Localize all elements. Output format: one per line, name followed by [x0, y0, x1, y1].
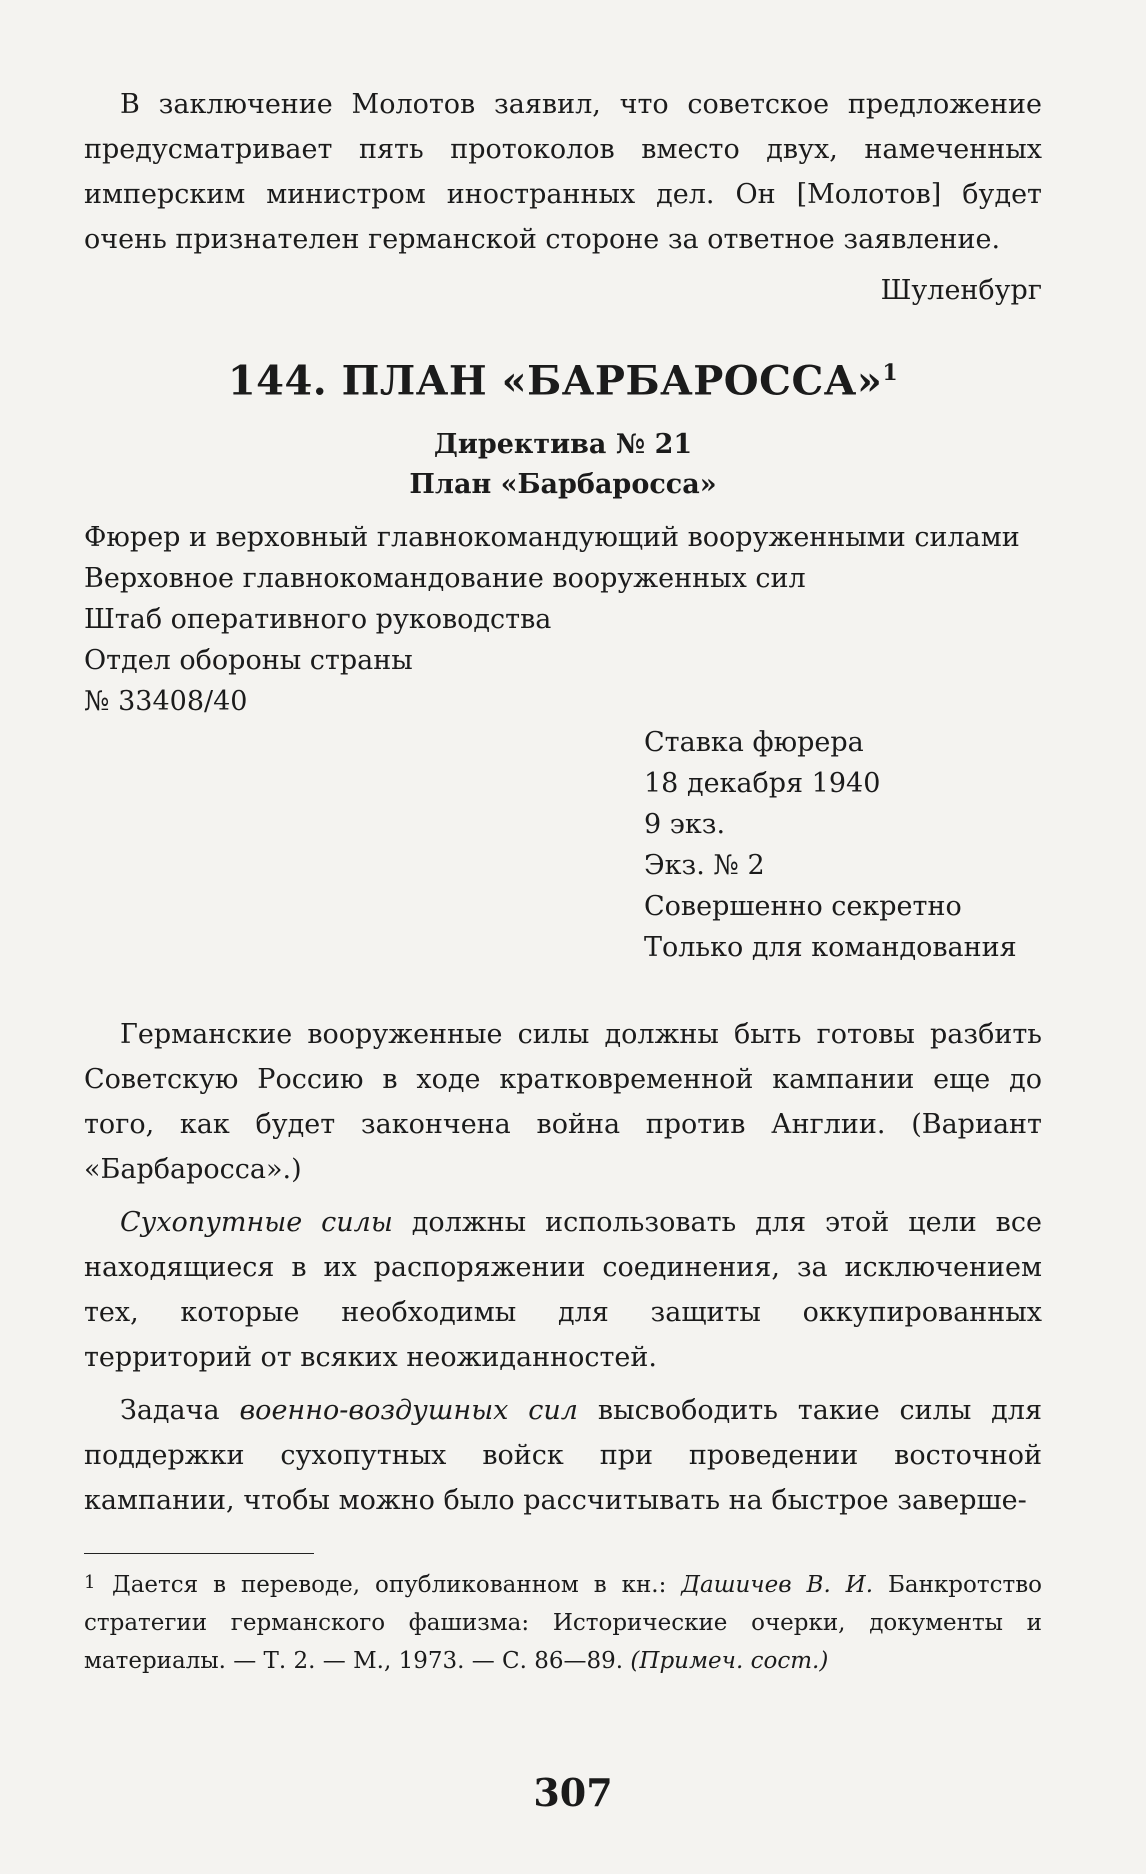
- body-paragraph-3: [84, 1388, 1042, 1523]
- header-line: Верховное главнокомандование вооруженных сил: [84, 563, 806, 595]
- body-paragraph-1: Германские вооруженные силы должны быть готовы разбить Советскую Россию в ходе кратковременной кампании еще до того, как будет закончена война против Англии. (Вариант «Барбаросса».): [84, 1019, 1042, 1186]
- paragraph-text: должны использовать для этой цели все находящиеся в их распоряжении соединения, за исключением тех, которые необходимы для защиты оккупированных территорий от всяких неожиданностей.: [84, 1207, 1042, 1374]
- header-line: Фюрер и верховный главнокомандующий вооруженными силами: [84, 522, 1020, 554]
- footnote-text: Банкротство стратегии германского фашизма: Исторические очерки, документы и материалы. — Т. 2. — М., 1973. — С. 86—89.: [84, 1572, 1042, 1675]
- paragraph-text: Задача: [120, 1395, 240, 1427]
- directive-body: [84, 1012, 1042, 1523]
- footnote-ref: 1: [882, 360, 899, 386]
- footnote: [84, 1564, 1042, 1680]
- section-title-text: 144. ПЛАН «БАРБАРОССА»: [227, 357, 883, 405]
- intro-paragraph: В заключение Молотов заявил, что советское предложение предусматривает пять протоколов вместо двух, намеченных имперским министром иностранных дел. Он [Молотов] будет очень признателен германской стороне за ответное заявление.: [84, 89, 1042, 255]
- body-paragraph-2: [84, 1200, 1042, 1380]
- header-line: № 33408/40: [84, 686, 248, 718]
- document-stamp: [644, 722, 1042, 968]
- footnote-divider: [84, 1553, 314, 1554]
- plan-subtitle: План «Барбаросса»: [409, 469, 717, 501]
- directive-subtitle: Директива № 21: [433, 429, 693, 461]
- document-header: [84, 517, 1042, 722]
- stamp-line: 9 экз.: [644, 809, 726, 841]
- footnote-note: (Примеч. сост.): [630, 1648, 829, 1675]
- signature: Шуленбург: [880, 275, 1042, 306]
- footnote-mark: 1: [84, 1572, 96, 1594]
- footnote-text: Дается в переводе, опубликованном в кн.:: [112, 1572, 682, 1599]
- section-title: [84, 347, 1042, 407]
- stamp-line: Только для командования: [644, 932, 1017, 964]
- stamp-line: 18 декабря 1940: [644, 768, 881, 800]
- header-line: Отдел обороны страны: [84, 645, 413, 677]
- stamp-line: Ставка фюрера: [644, 727, 864, 759]
- footnote-author: Дашичев В. И.: [681, 1572, 874, 1599]
- page-number: 307: [533, 1770, 613, 1815]
- italic-term: Сухопутные силы: [120, 1207, 393, 1239]
- italic-term: военно-воздушных сил: [239, 1395, 578, 1427]
- stamp-line: Совершенно секретно: [644, 891, 962, 923]
- paragraph-text: высвободить такие силы для поддержки сухопутных войск при проведении восточной кампании, чтобы можно было рассчитывать на быстрое заверше-: [84, 1395, 1042, 1517]
- stamp-line: Экз. № 2: [644, 850, 765, 882]
- header-line: Штаб оперативного руководства: [84, 604, 552, 636]
